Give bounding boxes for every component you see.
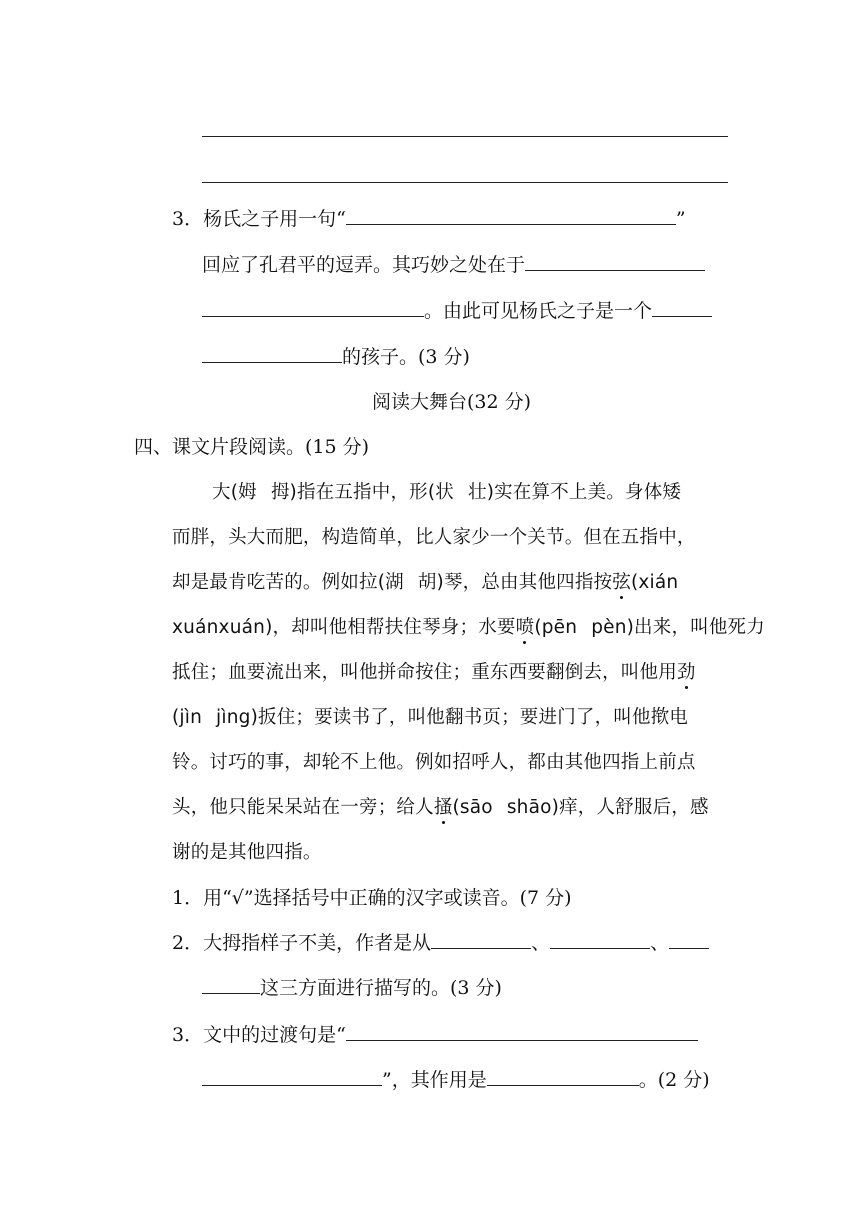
answer-blank[interactable] xyxy=(525,252,705,271)
answer-blank[interactable] xyxy=(669,930,709,949)
question-text: ”，其作用是 xyxy=(382,1069,487,1091)
question-text: 大拇指样子不美，作者是从 xyxy=(203,932,432,954)
question-text: 回应了孔君平的逗弄。其巧妙之处在于 xyxy=(202,254,526,276)
passage-line: 铃。讨巧的事，却轮不上他。例如招呼人，都由其他四指上前点 xyxy=(172,752,696,773)
passage-line: 而胖，头大而肥，构造简单，比人家少一个关节。但在五指中， xyxy=(172,527,696,548)
choice-option[interactable]: jìng)扳住；要读书了，叫他翻书页；要进门了，叫他揿电 xyxy=(216,707,689,728)
question-text: 用“√”选择括号中正确的汉字或读音。(7 分) xyxy=(203,887,572,909)
question-text: 杨氏之子用一句“ xyxy=(203,208,346,230)
choice-option[interactable]: (sāo xyxy=(452,797,493,818)
choice-option[interactable]: shāo)痒，人舒服后，感 xyxy=(506,797,709,818)
answer-blank[interactable] xyxy=(431,930,531,949)
choice-option[interactable]: (jìn xyxy=(172,707,203,728)
choice-option[interactable]: (pēn xyxy=(534,617,578,638)
question-2-line-2 xyxy=(202,973,502,1000)
choice-option[interactable]: xuán xyxy=(172,617,219,638)
answer-line xyxy=(202,182,728,183)
answer-blank[interactable] xyxy=(202,298,424,317)
answer-blank[interactable] xyxy=(550,930,650,949)
question-3-line-3 xyxy=(202,296,712,323)
question-text: 。由此可见杨氏之子是一个 xyxy=(424,300,653,322)
question-number: 2． xyxy=(172,932,204,954)
answer-blank[interactable] xyxy=(346,206,676,225)
question-text: 文中的过渡句是“ xyxy=(203,1024,346,1046)
choice-option[interactable]: 壮 xyxy=(467,482,487,503)
answer-blank[interactable] xyxy=(202,344,342,363)
choice-option[interactable]: 状 xyxy=(435,482,454,503)
answer-line xyxy=(202,136,728,137)
question-2-line-1: 2．大拇指样子不美，作者是从 、 、 xyxy=(172,928,709,955)
answer-blank[interactable] xyxy=(652,298,712,317)
passage-line: 抵住；血要流出来，叫他拼命按住；重东西要翻倒去，叫他用劲 xyxy=(172,658,696,684)
dotted-character: 弦 xyxy=(612,568,631,594)
passage-line: 谢的是其他四指。 xyxy=(172,842,322,863)
dotted-character: 搔 xyxy=(434,793,453,819)
question-number: 3． xyxy=(172,1024,204,1046)
question-1 xyxy=(172,883,572,910)
section-title: 阅读大舞台(32 分) xyxy=(372,391,532,413)
passage-line xyxy=(172,703,688,729)
question-text: ” xyxy=(675,208,686,230)
question-3b-line-1 xyxy=(172,1020,698,1047)
dotted-character: 喷 xyxy=(516,613,535,639)
answer-blank[interactable] xyxy=(346,1022,698,1041)
question-text: 这三方面进行描写的。(3 分) xyxy=(260,977,502,999)
question-3b-line-2 xyxy=(202,1065,710,1092)
question-number: 1． xyxy=(172,887,204,909)
choice-option[interactable]: 姆 xyxy=(238,482,257,503)
choice-option[interactable]: (xián xyxy=(630,572,679,593)
choice-option[interactable]: 胡 xyxy=(417,572,437,593)
answer-blank[interactable] xyxy=(202,1067,382,1086)
passage-line: 却是最肯吃苦的。例如拉(湖 胡)琴，总由其他四指按弦(xián xyxy=(172,568,678,594)
question-text: 。(2 分) xyxy=(638,1069,710,1091)
passage-line: xuánxuán)，却叫他相帮扶住琴身；水要喷(pēn pèn)出来，叫他死力 xyxy=(172,613,765,639)
passage-line: 大(姆 拇)指在五指中，形(状 壮)实在算不上美。身体矮 xyxy=(212,482,682,503)
question-text: 的孩子。(3 分) xyxy=(342,346,470,368)
answer-blank[interactable] xyxy=(202,975,260,994)
choice-option[interactable]: pèn)出来，叫他死力 xyxy=(591,617,765,638)
question-3-line-1 xyxy=(172,204,686,231)
answer-blank[interactable] xyxy=(487,1067,639,1086)
choice-option[interactable]: 湖 xyxy=(385,572,404,593)
question-number: 3． xyxy=(172,208,204,230)
question-3-line-2 xyxy=(202,250,705,277)
passage-line: 头，他只能呆呆站在一旁；给人搔(sāo shāo)痒，人舒服后，感 xyxy=(172,793,709,819)
question-3-line-4 xyxy=(202,342,470,369)
part-title: 四、课文片段阅读。(15 分) xyxy=(134,436,370,458)
choice-option[interactable]: 拇 xyxy=(270,482,290,503)
dotted-character: 劲 xyxy=(677,658,696,684)
